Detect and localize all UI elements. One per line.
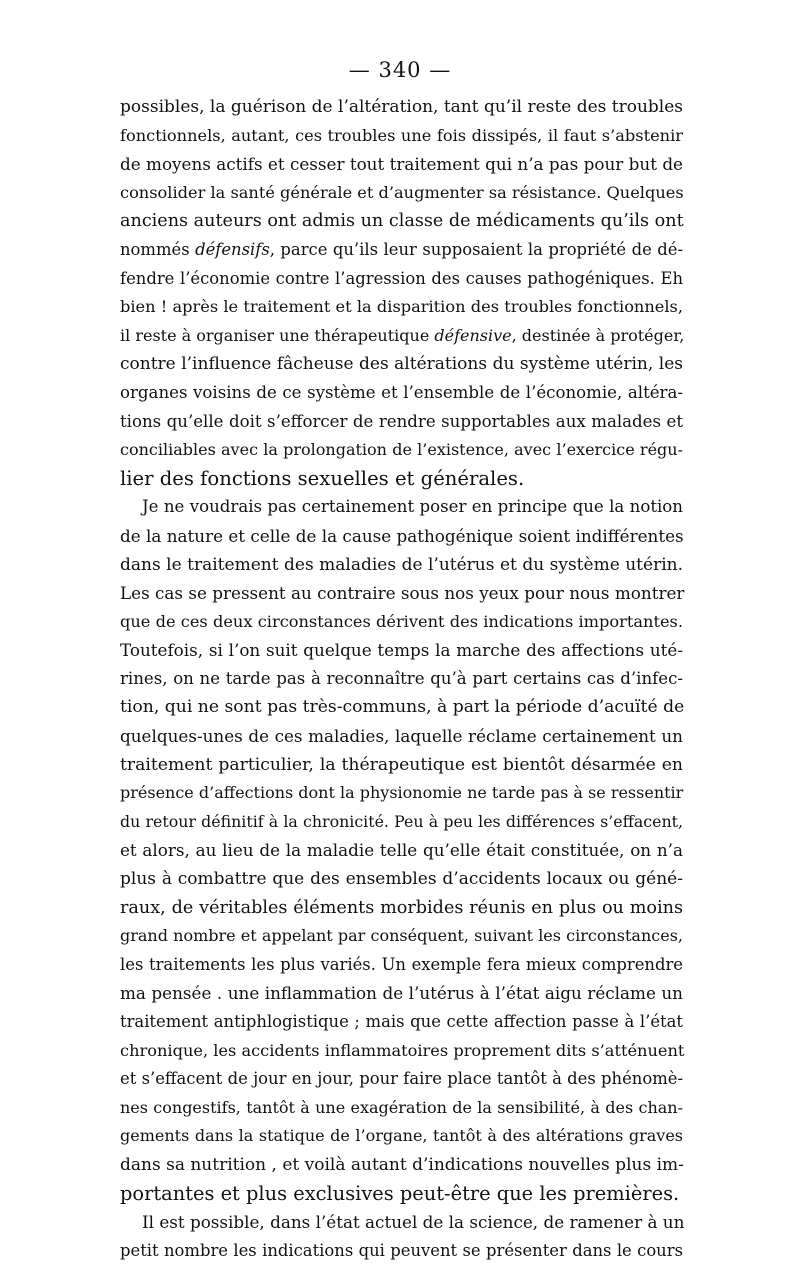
text-segment: nommés bbox=[120, 239, 196, 259]
text-line: dans le traitement des maladies de l’utérus et du système utérin. bbox=[120, 554, 683, 575]
text-segment: , destinée à protéger, bbox=[511, 325, 685, 345]
text-segment: , parce qu’ils leur supposaient la propriété de dé- bbox=[269, 239, 683, 259]
text-line: consolider la santé générale et d’augmenter sa résistance. Quelques bbox=[120, 182, 684, 202]
text-line bbox=[120, 236, 683, 265]
text-line: de moyens actifs et cesser tout traitement qui n’a pas pour but de bbox=[120, 154, 683, 175]
text-line: chronique, les accidents inflammatoires proprement dits s’atténuent bbox=[120, 1040, 685, 1060]
text-line: les traitements les plus variés. Un exemple fera mieux comprendre bbox=[120, 954, 683, 974]
paragraph-start-line: Je ne voudrais pas certainement poser en principe que la notion bbox=[142, 497, 683, 517]
italic-term: défensifs bbox=[195, 239, 270, 259]
text-line: dans sa nutrition , et voilà autant d’indications nouvelles plus im- bbox=[120, 1154, 684, 1175]
text-line: grand nombre et appelant par conséquent, suivant les circonstances, bbox=[120, 926, 683, 946]
text-line: gements dans la statique de l’organe, tantôt à des altérations graves bbox=[120, 1126, 683, 1146]
text-line: raux, de véritables éléments morbides réunis en plus ou moins bbox=[120, 897, 683, 918]
text-line: ma pensée . une inflammation de l’utérus à l’état aigu réclame un bbox=[120, 983, 683, 1004]
text-line: nes congestifs, tantôt à une exagération de la sensibilité, à des chan- bbox=[120, 1097, 683, 1117]
text-line: Les cas se pressent au contraire sous nos yeux pour nous montrer bbox=[120, 583, 685, 604]
text-line: anciens auteurs ont admis un classe de médicaments qu’ils ont bbox=[120, 211, 684, 232]
text-line: lier des fonctions sexuelles et générales. bbox=[120, 466, 525, 490]
text-line: que de ces deux circonstances dérivent des indications importantes. bbox=[120, 611, 683, 631]
text-line: quelques-unes de ces maladies, laquelle réclame certainement un bbox=[120, 726, 683, 747]
text-line: et s’effacent de jour en jour, pour faire place tantôt à des phénomè- bbox=[120, 1069, 683, 1089]
text-segment: il reste à organiser une thérapeutique bbox=[120, 325, 435, 345]
text-line: contre l’influence fâcheuse des altérations du système utérin, les bbox=[120, 354, 683, 375]
text-line: du retour définitif à la chronicité. Peu à peu les différences s’effacent, bbox=[120, 811, 683, 831]
text-line: fonctionnels, autant, ces troubles une fois dissipés, il faut s’abstenir bbox=[120, 125, 683, 145]
text-line: de la nature et celle de la cause pathogénique soient indifférentes bbox=[120, 525, 684, 546]
text-line: portantes et plus exclusives peut-être que les premières. bbox=[120, 1181, 680, 1205]
text-line: tion, qui ne sont pas très-communs, à part la période d’acuïté de bbox=[120, 697, 685, 718]
text-line: organes voisins de ce système et l’ensemble de l’économie, altéra- bbox=[120, 382, 683, 402]
text-line: conciliables avec la prolongation de l’existence, avec l’exercice régu- bbox=[120, 440, 683, 460]
text-line: rines, on ne tarde pas à reconnaître qu’à part certains cas d’infec- bbox=[120, 668, 683, 688]
text-line: tions qu’elle doit s’efforcer de rendre supportables aux malades et bbox=[120, 411, 683, 431]
text-line: présence d’affections dont la physionomie ne tarde pas à se ressentir bbox=[120, 783, 684, 803]
text-line: traitement particulier, la thérapeutique est bientôt désarmée en bbox=[120, 754, 683, 775]
text-line: traitement antiphlogistique ; mais que cette affection passe à l’état bbox=[120, 1012, 683, 1031]
text-line: Toutefois, si l’on suit quelque temps la marche des affections uté- bbox=[120, 640, 683, 661]
text-line: et alors, au lieu de la maladie telle qu’elle était constituée, on n’a bbox=[120, 840, 683, 861]
body-text bbox=[120, 93, 683, 1265]
italic-term: défensive bbox=[434, 325, 512, 345]
text-line bbox=[120, 322, 683, 351]
text-line: fendre l’économie contre l’agression des causes pathogéniques. Eh bbox=[120, 268, 683, 288]
text-line: petit nombre les indications qui peuvent se présenter dans le cours bbox=[120, 1240, 683, 1260]
text-line: plus à combattre que des ensembles d’accidents locaux ou géné- bbox=[120, 869, 683, 890]
paragraph-start-line: Il est possible, dans l’état actuel de la science, de ramener à un bbox=[142, 1212, 685, 1233]
text-line: possibles, la guérison de l’altération, tant qu’il reste des troubles bbox=[120, 97, 684, 117]
text-line: bien ! après le traitement et la disparition des troubles fonctionnels, bbox=[120, 297, 683, 317]
page-number: — 340 — bbox=[348, 58, 452, 82]
